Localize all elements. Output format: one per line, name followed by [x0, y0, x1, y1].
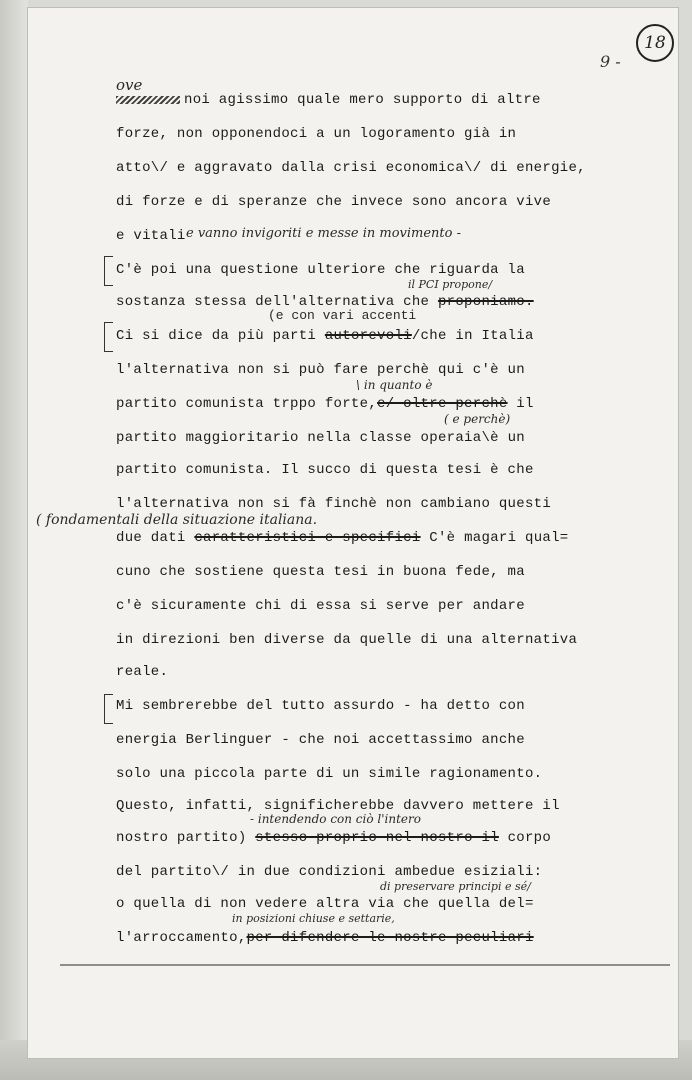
struck-phrase-stesso: stesso proprio nel nostro il — [255, 830, 499, 846]
paragraph-bracket-3 — [104, 694, 113, 724]
text-line-26: l'arroccamento,per difendere le nostre peculiari — [116, 930, 534, 946]
page-number: 9 - — [600, 52, 621, 71]
struck-word-proponiamo: proponiamo. — [437, 294, 534, 310]
text-line-23: nostro partito) stesso proprio nel nostro il corpo — [116, 830, 552, 846]
text-line-13: l'alternativa non si fà finchè non cambiano questi — [116, 496, 552, 512]
text-line-14: due dati caratteristici e specifici C'è magari qual= — [116, 530, 569, 546]
text-line-1: noi agissimo quale mero supporto di altre — [184, 92, 541, 108]
text-line-24: del partito\/ in due condizioni ambedue esiziali: — [116, 864, 543, 880]
text-line-18: reale. — [116, 664, 169, 680]
bottom-rule — [60, 964, 670, 966]
text-line-20: energia Berlinguer - che noi accettassimo anche — [116, 732, 525, 748]
handwritten-in-posizioni-chiuse: in posizioni chiuse e settarie, — [232, 912, 395, 925]
struck-phrase-per-difendere: per difendere le nostre peculiari — [246, 930, 534, 946]
handwritten-il-pci-propone: il PCI propone/ — [408, 278, 493, 291]
handwritten-in-quanto-e: \ in quanto è — [356, 378, 433, 392]
text-line-10: partito comunista trppo forte,e/ oltre perchè il — [116, 396, 534, 412]
struck-phrase-oltre-perche: e/ oltre perchè — [377, 396, 508, 412]
text-line-15: cuno che sostiene questa tesi in buona fede, ma — [116, 564, 525, 580]
text-line-16: c'è sicuramente chi di essa si serve per andare — [116, 598, 525, 614]
text-line-5: e vitali — [116, 228, 186, 244]
paragraph-bracket-2 — [104, 322, 113, 352]
text-line-2: forze, non opponendoci a un logoramento già in — [116, 126, 517, 142]
text-line-3: atto\/ e aggravato dalla crisi economica\/ di energie, — [116, 160, 586, 176]
text-line-8: Ci si dice da più parti autorevoli/che in Italia — [116, 328, 534, 344]
handwritten-di-preservare: di preservare principi e sé/ — [380, 880, 531, 893]
scribbled-out-word — [116, 96, 180, 104]
text-line-4: di forze e di speranze che invece sono ancora vive — [116, 194, 552, 210]
text-line-7: sostanza stessa dell'alternativa che proponiamo. — [116, 294, 534, 310]
handwritten-intendendo: - intendendo con ciò l'intero — [250, 812, 421, 826]
text-line-19: Mi sembrerebbe del tutto assurdo - ha detto con — [116, 698, 525, 714]
text-line-6: C'è poi una questione ulteriore che riguarda la — [116, 262, 525, 278]
handwritten-e-perche: ( e perchè) — [444, 412, 511, 426]
struck-phrase-caratteristici: caratteristici e specifici — [194, 530, 421, 546]
handwritten-ove: ove — [116, 76, 143, 94]
text-line-17: in direzioni ben diverse da quelle di una alternativa — [116, 632, 578, 648]
struck-word-autorevoli: autorevoli — [324, 328, 412, 344]
text-line-11: partito maggioritario nella classe operaia\è un — [116, 430, 525, 446]
handwritten-fondamentali-della-situazione: ( fondamentali della situazione italiana. — [36, 512, 318, 528]
scan-left-edge — [0, 0, 28, 1080]
handwritten-addition-invigoriti: e vanno invigoriti e messe in movimento - — [186, 226, 461, 241]
text-line-9: l'alternativa non si può fare perchè qui c'è un — [116, 362, 525, 378]
folio-number-circled: 18 — [636, 24, 674, 62]
inserted-e-con-vari-accenti: (e con vari accenti — [268, 308, 417, 323]
text-line-12: partito comunista. Il succo di questa tesi è che — [116, 462, 534, 478]
text-line-22: Questo, infatti, significherebbe davvero mettere il — [116, 798, 560, 814]
paragraph-bracket-1 — [104, 256, 113, 286]
text-line-25: o quella di non vedere altra via che quella del= — [116, 896, 534, 912]
text-line-21: solo una piccola parte di un simile ragionamento. — [116, 766, 543, 782]
